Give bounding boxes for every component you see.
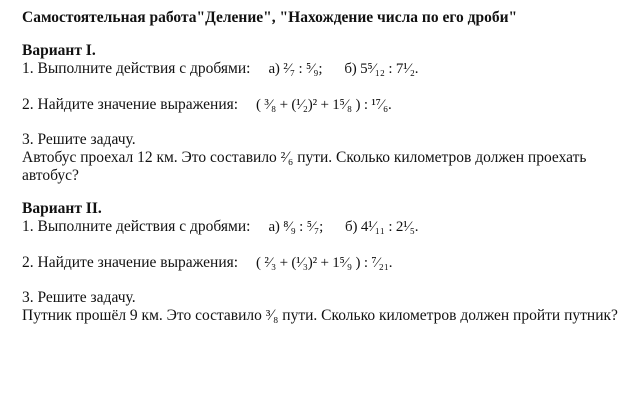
variant-heading: Вариант II.	[22, 200, 102, 217]
task-1-part-a: а) ²⁄₇ : ⁵⁄₉;	[268, 61, 323, 77]
task-1-part-b: б) 5⁵⁄₁₂ : 7¹⁄₂.	[344, 61, 419, 77]
task-1-text: 1. Выполните действия с дробями:	[22, 218, 251, 235]
task-2-text: 2. Найдите значение выражения:	[22, 96, 239, 113]
worksheet	[22, 8, 636, 325]
worksheet-title: Самостоятельная работа"Деление", "Нахождение числа по его дроби"	[22, 9, 518, 26]
task-2	[22, 254, 636, 272]
variant-2	[22, 200, 636, 325]
task-3-heading: 3. Решите задачу.	[22, 131, 136, 148]
task-2-expression: ( ³⁄₈ + (¹⁄₂)² + 1⁵⁄₈ ) : ¹⁷⁄₆.	[256, 97, 392, 113]
task-1-text: 1. Выполните действия с дробями:	[22, 60, 251, 77]
task-1	[22, 60, 636, 78]
task-2	[22, 96, 636, 114]
task-1-part-b: б) 4¹⁄₁₁ : 2¹⁄₅.	[345, 219, 419, 235]
variant-heading: Вариант I.	[22, 42, 96, 59]
task-3-problem: Путник прошёл 9 км. Это составило ³⁄₈ пути. Сколько километров должен пройти путник?	[22, 307, 618, 324]
task-3-heading: 3. Решите задачу.	[22, 289, 136, 306]
task-1	[22, 218, 636, 236]
task-2-expression: ( ²⁄₃ + (¹⁄₃)² + 1⁵⁄₉ ) : ⁷⁄₂₁.	[256, 255, 393, 271]
variant-1	[22, 42, 636, 185]
task-1-part-a: а) ⁸⁄₉ : ⁵⁄₇;	[268, 219, 324, 235]
task-2-text: 2. Найдите значение выражения:	[22, 254, 239, 271]
task-3-problem: Автобус проехал 12 км. Это составило ²⁄₆ пути. Сколько километров должен проехать автобус?	[22, 149, 587, 184]
